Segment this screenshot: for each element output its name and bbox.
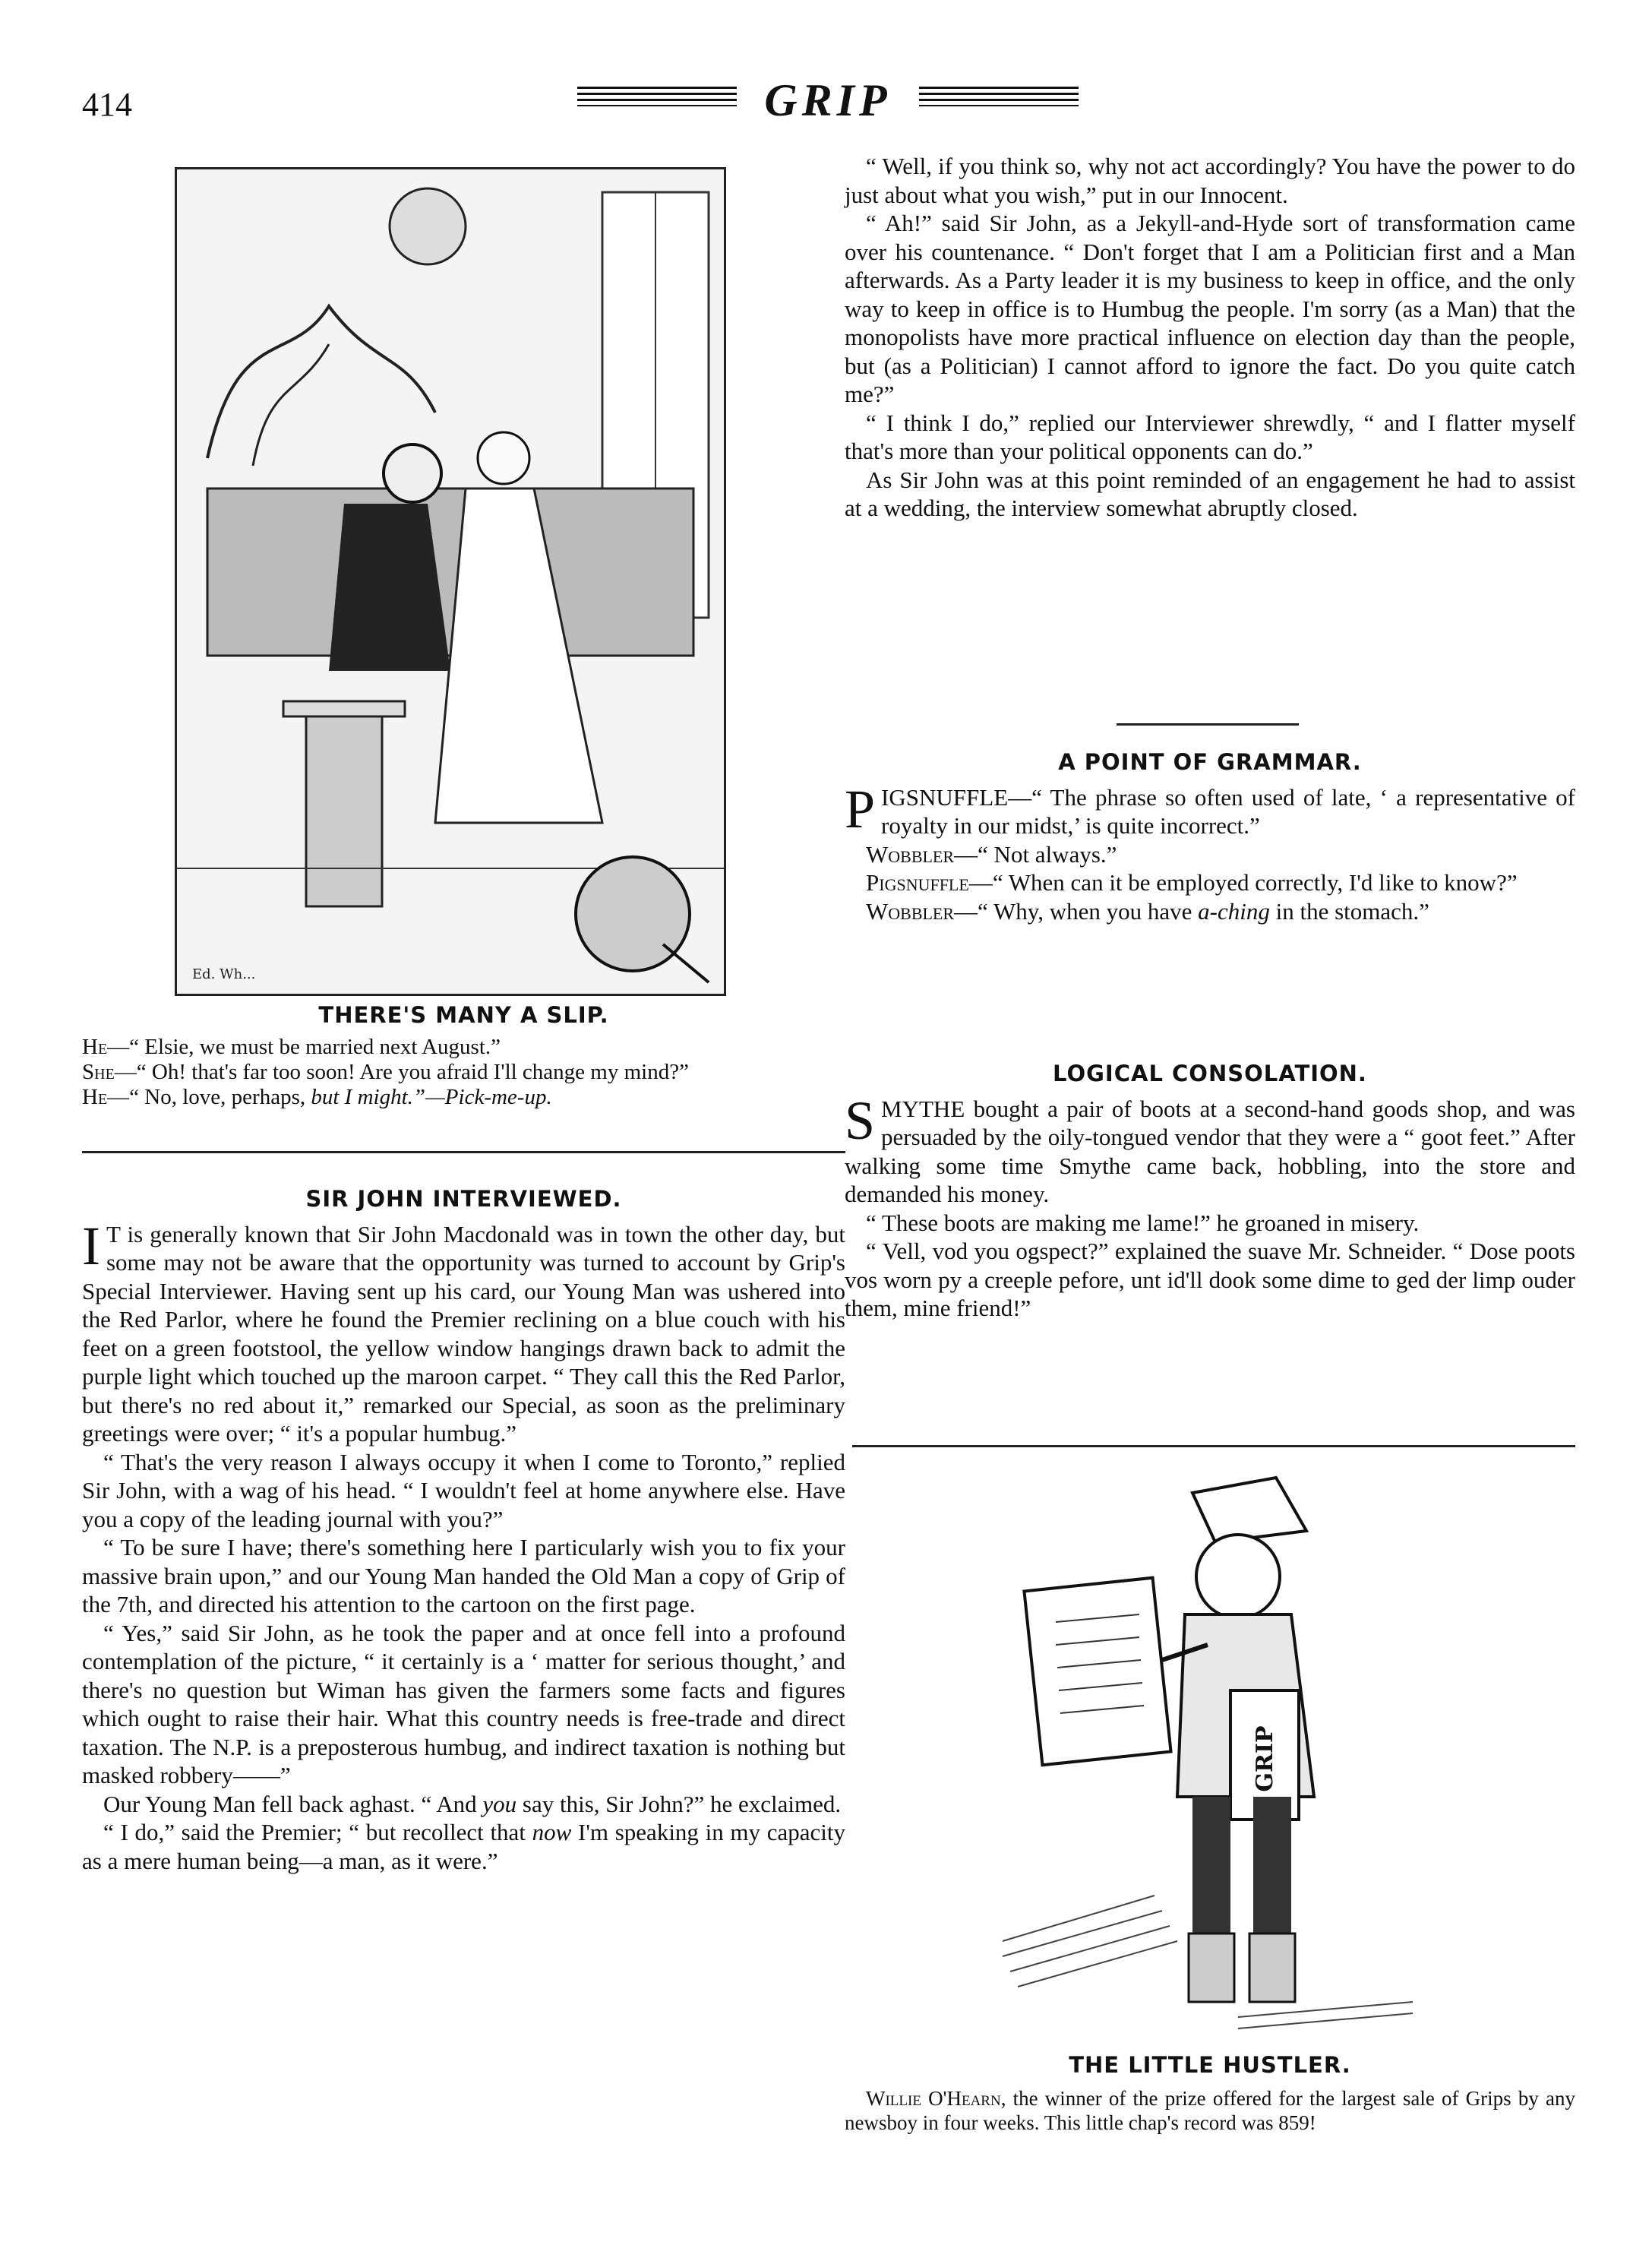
interview-paragraph-8: “ Ah!” said Sir John, as a Jekyll-and-Hyde sort of transformation came over his countenance. “ Don't forget that I am a Politician first and a Man afterwards. As a Party leader it is my business to keep in office, and the only way to keep in office is to Humbug the people. I'm sorry (as a Man) that the monopolists have more practical influence on election day than the people, but (as a Politician) I cannot afford to ignore the fact. Do you quite catch me?” [845,210,1575,407]
interview-paragraph-7: “ Well, if you think so, why not act accordingly? You have the power to do just about what you wish,” put in our Innocent. [845,153,1575,208]
couple-signature: Ed. Wh... [192,966,256,982]
hustler-caption-name: Willie O'Hearn [866,2086,1001,2110]
consolation-divider [852,1445,1575,1447]
consolation-paragraph-2: “ These boots are making me lame!” he groaned in misery. [866,1209,1420,1236]
interview-p6-b: I'm speaking in my capacity as a mere human being—a man, as it were.” [82,1819,845,1874]
interview-divider [1117,723,1299,726]
grammar-section [845,748,1575,925]
slip-source: ”—Pick-me-up. [412,1084,552,1109]
masthead-rule-right [919,87,1079,106]
slip-speaker-2: She [82,1059,115,1084]
grammar-italic: a-ching [1198,897,1270,925]
masthead-rule-left [577,87,737,106]
slip-text-2: —“ Oh! that's far too soon! Are you afraid I'll change my mind?” [114,1059,689,1084]
interview-dropcap: I [82,1215,100,1276]
grammar-paragraph-2 [845,840,1575,869]
couple-drawing [177,169,724,994]
slip-line-3 [82,1085,845,1110]
slip-line-1 [82,1035,845,1060]
consolation-section [845,1060,1575,1323]
interview-paragraph-6 [82,1818,845,1875]
consolation-p1-text: MYTHE bought a pair of boots at a second-hand goods shop, and was persuaded by the oily-tongued vendor that they were a “ goot feet.” After walking some time Smythe came back, hobbling, into the store and demanded his money. [845,1095,1575,1207]
grammar-paragraph-1 [845,778,1575,840]
interview-section-left [82,1185,845,1875]
grammar-dropcap: P [845,778,876,840]
slip-divider [82,1151,845,1153]
grammar-text-4: —“ Why, when you have [954,897,1199,925]
slip-italic: but I might. [311,1084,413,1109]
hustler-drawing [987,1470,1474,2040]
interview-p5-italic: you [482,1790,517,1817]
bag-label: GRIP [1252,1725,1278,1792]
interview-p1-text: T is generally known that Sir John Macdonald was in town the other day, but some may not be aware that the opportunity was turned to account by Grip's Special Interviewer. Having sent up his card, our Young Man was ushered into the Red Parlor, where he found the Premier reclining on a blue couch with his feet on a green footstool, the yellow window hangings drawn back to admit the purple light which touched up the maroon carpet. “ They call this the Red Parlor, but there's no red about it,” remarked our Special, as soon as the preliminary greetings were over; “ it's a popular humbug.” [82,1220,845,1447]
couple-illustration [175,167,726,996]
interview-paragraph-9: “ I think I do,” replied our Interviewer shrewdly, “ and I flatter myself that's more than your political opponents can do.” [845,409,1575,464]
grammar-p1-text: IGSNUFFLE—“ The phrase so often used of late, ‘ a representative of royalty in our midst,’ is quite incorrect.” [881,783,1575,839]
masthead [577,74,1079,125]
grammar-text-4-end: in the stomach.” [1269,897,1429,925]
hustler-caption [845,2086,1575,2135]
hustler-title: THE LITTLE HUSTLER. [1069,2052,1351,2078]
interview-section-right [845,152,1575,523]
slip-text-3: —“ No, love, perhaps, [107,1084,311,1109]
interview-paragraph-1 [82,1215,845,1448]
interview-p6-a: “ I do,” said the Premier; “ but recollect that [103,1819,532,1845]
grammar-title: A POINT OF GRAMMAR. [1058,749,1362,775]
grammar-speaker-3: Pigsnuffle [866,869,969,896]
hustler-section [845,2051,1575,2135]
hustler-illustration [987,1470,1474,2040]
slip-line-2 [82,1060,845,1085]
slip-speaker-3: He [82,1084,108,1109]
grammar-text-3: —“ When can it be employed correctly, I'd like to know?” [968,869,1518,896]
grammar-paragraph-3 [845,868,1575,897]
consolation-paragraph-1 [845,1089,1575,1209]
interview-p6-italic: now [532,1819,572,1845]
interview-paragraph-5 [82,1790,845,1819]
hustler-caption-text: , the winner of the prize offered for the largest sale of Grips by any newsboy in four weeks. This little chap's record was 859! [845,2086,1575,2134]
interview-paragraph-4: “ Yes,” said Sir John, as he took the paper and at once fell into a profound contemplation of the picture, “ it certainly is a ‘ matter for serious thought,’ and there's no question but Wiman has given the farmers some facts and figures which ought to raise their hair. What this country needs is free-trade and direct taxation. The N.P. is a preposterous humbug, and indirect taxation is nothing but masked robbery——” [82,1619,845,1788]
interview-paragraph-10: As Sir John was at this point reminded of an engagement he had to assist at a wedding, the interview somewhat abruptly closed. [845,466,1575,521]
slip-section [82,1001,845,1110]
slip-speaker-1: He [82,1034,108,1059]
consolation-dropcap: S [845,1089,876,1151]
masthead-title: GRIP [764,75,892,125]
interview-p5-a: Our Young Man fell back aghast. “ And [103,1790,483,1817]
slip-title: THERE'S MANY A SLIP. [318,1002,609,1028]
interview-title: SIR JOHN INTERVIEWED. [305,1186,622,1212]
interview-paragraph-2: “ That's the very reason I always occupy it when I come to Toronto,” replied Sir John, with a wag of his head. “ I wouldn't feel at home anywhere else. Have you a copy of the leading journal with you?” [82,1448,845,1532]
grammar-speaker-4: Wobbler [866,897,955,925]
grammar-paragraph-4 [845,897,1575,926]
grammar-speaker-2: Wobbler [866,840,955,868]
page-number: 414 [82,86,132,123]
consolation-paragraph-3: “ Vell, vod you ogspect?” explained the suave Mr. Schneider. “ Dose poots vos worn py a creeple pefore, unt id'll dook some dime to ged der limp ouder them, mine friend!” [845,1238,1575,1321]
interview-paragraph-3: “ To be sure I have; there's something here I particularly wish you to fix your massive brain upon,” and our Young Man handed the Old Man a copy of Grip of the 7th, and directed his attention to the cartoon on the first page. [82,1534,845,1617]
grammar-text-2: —“ Not always.” [954,840,1117,868]
slip-text-1: —“ Elsie, we must be married next August.” [107,1034,501,1059]
interview-p5-b: say this, Sir John?” he exclaimed. [516,1790,842,1817]
consolation-title: LOGICAL CONSOLATION. [1053,1061,1367,1086]
